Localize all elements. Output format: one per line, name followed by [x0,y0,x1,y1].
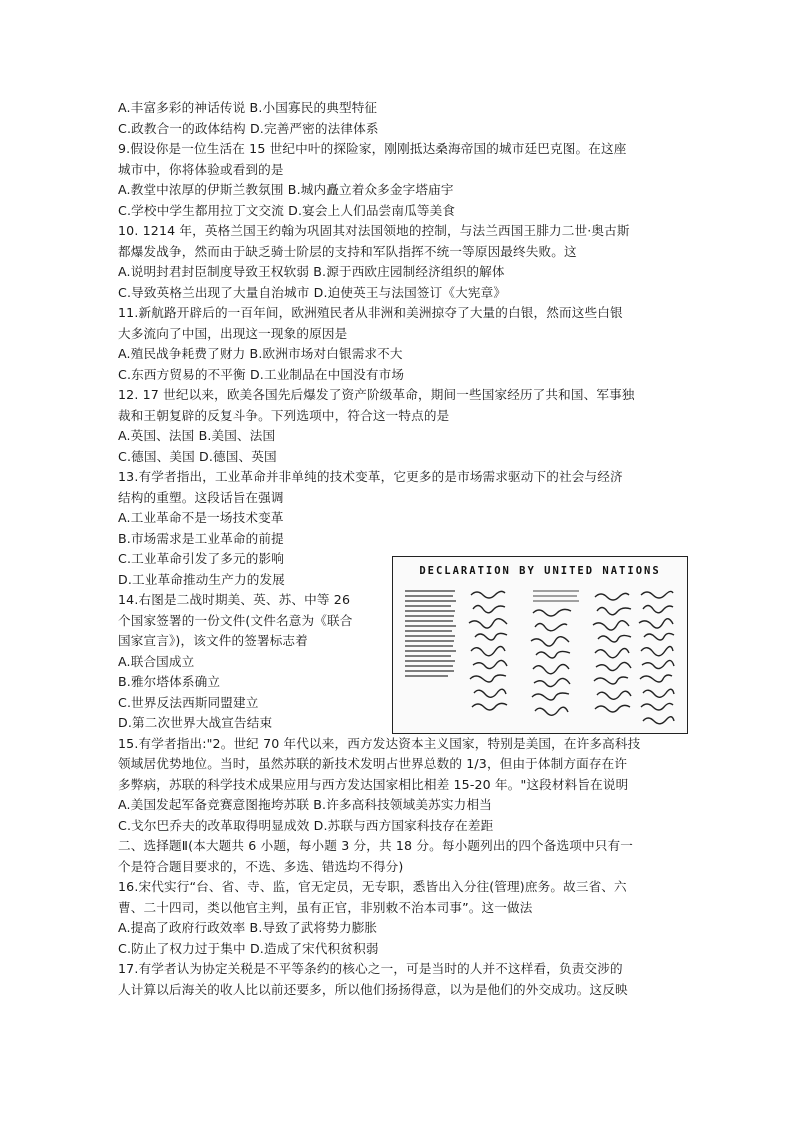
text-line-21: A.工业革命不是一场技术变革 [118,510,284,525]
text-line-40: 曹、二十四司，类以他官主判，虽有正官，非别敕不治本司事”。这一做法 [118,899,533,915]
text-line-37: 二、选择题Ⅱ(本大题共 6 小题，每小题 3 分，共 18 分。每小题列出的四个备选项中只有一 [118,838,634,853]
text-line-12: 大多流向了中国，出现这一现象的原因是 [118,325,348,341]
text-line-39: 16.宋代实行“台、省、寺、监，官无定员，无专职，悉皆出入分往(管理)庶务。故三省、六 [118,879,627,894]
text-line-24: D.工业革命推动生产力的发展 [118,571,285,587]
text-line-16: 裁和王朝复辟的反复斗争。下列选项中，符合这一特点的是 [118,407,450,423]
text-line-42: C.防止了权力过于集中 D.造成了宋代积贫积弱 [118,940,379,956]
signature-column-3 [593,593,631,712]
text-line-10: C.导致英格兰出现了大量自治城市 D.迫使英王与法国签订《大宪章》 [118,284,507,300]
text-line-11: 11.新航路开辟后的一百年间，欧洲殖民者从非洲和美洲掠夺了大量的白银，然而这些白银 [118,305,623,320]
text-line-36: C.戈尔巴乔夫的改革取得明显成效 D.苏联与西方国家科技存在差距 [118,817,494,833]
text-line-20: 结构的重塑。这段话旨在强调 [118,489,284,505]
text-line-18: C.德国、美国 D.德国、英国 [118,448,277,464]
text-line-1: A.丰富多彩的神话传说 B.小国寡民的典型特征 [118,100,378,115]
signature-column-2 [531,609,571,715]
declaration-figure [392,556,688,734]
text-line-41: A.提高了政府行政效率 B.导致了武将势力膨胀 [118,920,378,935]
text-line-7: 10. 1214 年，英格兰国王约翰为巩固其对法国领地的控制，与法兰西国王腓力二世·奥古斯 [118,223,630,238]
text-line-38: 个是符合题目要求的，不选、多选、错选均不得分) [118,858,404,874]
text-line-27: 国家宣言》)，该文件的签署标志着 [118,633,308,648]
signature-column-1 [469,591,507,710]
text-line-17: A.英国、法国 B.美国、法国 [118,428,276,443]
text-line-31: D.第二次世界大战宣告结束 [118,715,273,730]
text-line-22: B.市场需求是工业革命的前提 [118,530,284,546]
text-line-13: A.殖民战争耗费了财力 B.欧洲市场对白银需求不大 [118,346,403,361]
text-line-23: C.工业革命引发了多元的影响 [118,551,285,566]
text-line-44: 人计算以后海关的收人比以前还要多，所以他们扬扬得意，以为是他们的外交成功。这反映 [118,981,628,997]
text-line-19: 13.有学者指出，工业革命并非单纯的技术变革，它更多的是市场需求驱动下的社会与经济 [118,469,623,484]
text-line-32: 15.有学者指出:"2。世纪 70 年代以来，西方发达资本主义国家，特别是美国，在许多高科技 [118,735,641,751]
text-line-14: C.东西方贸易的不平衡 D.工业制品在中国没有市场 [118,366,405,382]
signature-column-4 [639,591,674,723]
printed-text-column [405,591,456,676]
text-line-9: A.说明封君封臣制度导致王权软弱 B.源于西欧庄园制经济组织的解体 [118,264,505,279]
text-line-34: 多弊病，苏联的科学技术成果应用与西方发达国家相比相差 15-20 年。"这段材料旨在说明 [118,776,629,792]
text-line-5: A.教堂中浓厚的伊斯兰教氛围 B.城内矗立着众多金字塔庙宇 [118,182,454,197]
text-line-30: C.世界反法西斯同盟建立 [118,694,259,710]
text-line-28: A.联合国成立 [118,653,195,669]
text-line-15: 12. 17 世纪以来，欧美各国先后爆发了资产阶级革命，期间一些国家经历了共和国、军事独 [118,387,635,402]
text-line-29: B.雅尔塔体系确立 [118,674,221,689]
text-line-43: 17.有学者认为协定关税是不平等条约的核心之一，可是当时的人并不这样看，负责交涉的 [118,961,623,976]
text-line-25: 14.右图是二战时期美、英、苏、中等 26 [118,592,351,607]
text-line-8: 都爆发战争，然而由于缺乏骑士阶层的支持和军队指挥不统一等原因最终失败。这 [118,243,577,259]
document-scan-illustration [393,557,688,734]
text-line-6: C.学校中学生都用拉丁文交流 D.宴会上人们品尝南瓜等美食 [118,202,456,218]
printed-text-middle [533,591,579,601]
text-line-35: A.美国发起军备竞赛意图拖垮苏联 B.许多高科技领域美苏实力相当 [118,797,492,812]
figure-title: DECLARATION BY UNITED NATIONS [419,565,661,577]
text-line-3: 9.假设你是一位生活在 15 世纪中叶的探险家，刚刚抵达桑海帝国的城市廷巴克图。在这座 [118,141,627,156]
text-line-4: 城市中，你将体验或看到的是 [118,161,284,177]
text-line-26: 个国家签署的一份文件(文件名意为《联合 [118,612,353,628]
text-line-2: C.政教合一的政体结构 D.完善严密的法律体系 [118,120,379,136]
text-line-33: 领域居优势地位。当时，虽然苏联的新技术发明占世界总数的 1/3，但由于体制方面存在许 [118,756,628,771]
